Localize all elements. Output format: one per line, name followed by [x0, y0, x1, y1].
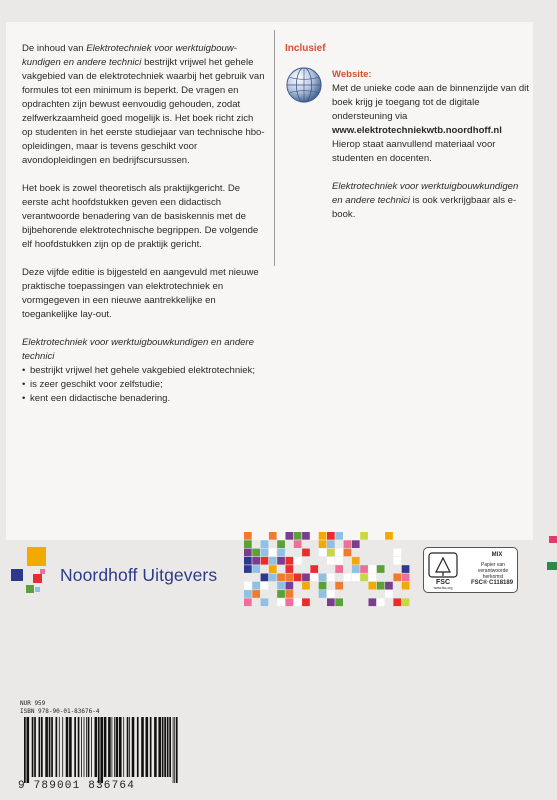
mosaic-tile	[352, 574, 360, 582]
barcode-bar	[146, 717, 149, 777]
mosaic-tile	[294, 574, 302, 582]
barcode-bar	[137, 717, 139, 777]
barcode-bar	[49, 717, 51, 777]
publisher-name: Noordhoff Uitgevers	[60, 565, 218, 585]
mosaic-tile	[385, 532, 393, 540]
mosaic-tile	[252, 590, 260, 598]
mosaic-tile	[393, 598, 401, 606]
mosaic-tile	[377, 565, 385, 573]
mosaic-tile	[319, 540, 327, 548]
mosaic-tile	[294, 557, 302, 565]
mosaic-tile	[335, 549, 343, 557]
fsc-claim: Papier van verantwoorde herkomst	[477, 562, 509, 580]
mosaic-tile	[261, 549, 269, 557]
mosaic-tile	[327, 540, 335, 548]
mosaic-tile	[335, 532, 343, 540]
barcode-bar	[141, 717, 144, 777]
fsc-mix: MIX	[491, 552, 503, 558]
mosaic-tile	[360, 532, 368, 540]
barcode-bar	[27, 717, 30, 783]
bullet-item: • is zeer geschikt voor zelfstudie;	[22, 378, 266, 392]
mosaic-tile	[344, 549, 352, 557]
intro-paragraph: De inhoud van Elektrotechniek voor werktuigbouwkundigen en andere technici bestrijkt vrijwel het gehele vakgebied van de elektrotechniek waarbij het gebruik van formules tot een minimum is beperkt. De vragen en opdrachten zijn bewust eenvoudig gehouden, zodat zelfwerkzaamheid goed mogelijk is. Het boek richt zich op studenten in het eerste studiejaar van technische hbo-opleidingen, maar is tevens geschikt voor avondopleidingen en bedrijfscursussen.	[22, 43, 265, 166]
mosaic-tile	[294, 540, 302, 548]
mosaic-tile	[319, 590, 327, 598]
mosaic-tile	[335, 582, 343, 590]
barcode-bar	[91, 717, 92, 777]
mosaic-tile	[310, 565, 318, 573]
barcode-bar	[56, 717, 58, 777]
mosaic-tile	[261, 598, 269, 606]
mosaic-tile	[244, 532, 252, 540]
mosaic-tile	[393, 574, 401, 582]
mosaic-tile	[385, 590, 393, 598]
barcode-bar	[34, 717, 36, 777]
mosaic-tile	[261, 540, 269, 548]
mosaic-tile	[269, 532, 277, 540]
mosaic-tile	[252, 565, 260, 573]
summary-bullets	[22, 364, 266, 406]
mosaic-tile	[369, 598, 377, 606]
ebook-note: Elektrotechniek voor werktuigbouwkundigen en andere technici is ook verkrijgbaar als e-book.	[332, 181, 519, 220]
barcode-bar	[174, 717, 175, 783]
mosaic-tile	[393, 549, 401, 557]
mosaic-tile	[261, 557, 269, 565]
barcode-bar	[104, 717, 107, 777]
barcode-bar	[132, 717, 135, 777]
mosaic-tile	[294, 532, 302, 540]
mosaic-tile	[327, 557, 335, 565]
website-title: Website:	[332, 69, 372, 80]
barcode-bar	[169, 717, 171, 777]
barcode-bar	[162, 717, 164, 777]
barcode-bar	[24, 717, 26, 783]
barcode-bar	[81, 717, 82, 777]
isbn-code: ISBN 978-90-01-83676-4	[20, 708, 100, 715]
barcode-bar	[62, 717, 63, 777]
mosaic-tile	[310, 574, 318, 582]
mosaic-tile	[327, 532, 335, 540]
mosaic-tile	[244, 582, 252, 590]
mosaic-tile	[344, 574, 352, 582]
mosaic-tile	[252, 582, 260, 590]
mosaic-tile	[319, 574, 327, 582]
mosaic-tile	[402, 574, 410, 582]
mosaic-tile	[277, 598, 285, 606]
mosaic-tile	[244, 540, 252, 548]
barcode-bar	[123, 717, 124, 777]
mosaic-tile	[244, 549, 252, 557]
mosaic-tile	[286, 582, 294, 590]
barcode-bar	[127, 717, 129, 777]
mosaic-tile	[277, 549, 285, 557]
barcode-bar	[116, 717, 119, 777]
barcode-bar	[119, 717, 122, 777]
mosaic-tile	[302, 582, 310, 590]
barcode-bar	[158, 717, 161, 777]
mosaic-tile	[302, 532, 310, 540]
mosaic-tile	[244, 557, 252, 565]
edition-paragraph: Deze vijfde editie is bijgesteld en aangevuld met nieuwe praktische toepassingen van elektrotechniek en vormgegeven in een nieuwe aantrekkelijke en toegankelijke lay-out.	[22, 267, 259, 320]
mosaic-tile	[252, 557, 260, 565]
bullet-item: • kent een didactische benadering.	[22, 392, 266, 406]
barcode-bar	[173, 717, 174, 783]
extras-column	[285, 42, 530, 222]
mosaic-tile	[393, 557, 401, 565]
barcode-bar	[129, 717, 130, 777]
inclusief-heading: Inclusief	[285, 43, 326, 54]
mosaic-tile	[369, 582, 377, 590]
barcode	[20, 717, 180, 783]
mosaic-tile	[244, 565, 252, 573]
description-column	[22, 42, 266, 406]
barcode-bar	[100, 717, 103, 783]
barcode-bar	[114, 717, 115, 777]
mosaic-tile	[277, 557, 285, 565]
barcode-digits: 9 789001 836764	[18, 780, 136, 792]
mosaic-tile	[319, 532, 327, 540]
barcode-bar	[41, 717, 43, 777]
barcode-bar	[59, 717, 60, 777]
barcode-bar	[74, 717, 76, 777]
bullet-item: • bestrijkt vrijwel het gehele vakgebied elektrotechniek;	[22, 364, 266, 378]
mosaic-tile	[327, 598, 335, 606]
mosaic-tile	[335, 565, 343, 573]
barcode-bar	[176, 717, 178, 783]
mosaic-tile	[269, 557, 277, 565]
barcode-bar	[154, 717, 157, 777]
barcode-bar	[66, 717, 69, 777]
mosaic-tile	[377, 582, 385, 590]
mosaic-tile	[269, 574, 277, 582]
website-url[interactable]: www.elektrotechniekwtb.noordhoff.nl	[332, 125, 502, 136]
barcode-bar	[95, 717, 98, 777]
mosaic-tile	[327, 590, 335, 598]
mosaic-tile	[252, 549, 260, 557]
mosaic-tile	[369, 565, 377, 573]
barcode-bar	[45, 717, 48, 777]
barcode-bar	[84, 717, 85, 777]
mosaic-tile	[377, 598, 385, 606]
mosaic-tile	[385, 582, 393, 590]
mosaic-tile	[402, 598, 410, 606]
globe-icon	[285, 66, 323, 104]
barcode-bar	[86, 717, 87, 777]
mosaic-tile	[277, 540, 285, 548]
mosaic-tile	[277, 574, 285, 582]
mosaic-tile	[294, 598, 302, 606]
barcode-bar	[112, 717, 113, 777]
mosaic-tile	[286, 574, 294, 582]
svg-text:www.fsc.org: www.fsc.org	[433, 586, 453, 590]
mosaic-tile	[277, 590, 285, 598]
website-text: Met de unieke code aan de binnenzijde van dit boek krijg je toegang tot de digitale ondersteuning via	[332, 83, 529, 122]
fsc-code: FSC® C118189	[470, 580, 514, 586]
fsc-tree-icon	[428, 552, 458, 590]
barcode-bar	[78, 717, 80, 777]
barcode-bar	[167, 717, 169, 777]
mosaic-tile	[261, 582, 269, 590]
summary-title: Elektrotechniek voor werktuigbouwkundigen en andere technici	[22, 337, 254, 362]
barcode-bar	[69, 717, 72, 777]
color-mosaic	[244, 528, 410, 608]
mosaic-tile	[286, 557, 294, 565]
mosaic-tile	[327, 549, 335, 557]
mosaic-tile	[269, 565, 277, 573]
mosaic-tile	[261, 574, 269, 582]
barcode-bar	[39, 717, 41, 777]
barcode-bar	[164, 717, 166, 777]
barcode-bar	[32, 717, 34, 777]
mosaic-tile	[244, 590, 252, 598]
column-divider	[274, 30, 275, 266]
mosaic-tile	[302, 598, 310, 606]
barcode-bar	[51, 717, 53, 777]
mosaic-tile	[344, 540, 352, 548]
mosaic-tile	[286, 590, 294, 598]
mosaic-tile	[277, 582, 285, 590]
mosaic-tile	[335, 557, 343, 565]
mosaic-tile	[360, 574, 368, 582]
mosaic-tile	[302, 549, 310, 557]
print-color-marks	[543, 536, 557, 576]
mosaic-tile	[402, 582, 410, 590]
mosaic-tile	[360, 565, 368, 573]
mosaic-tile	[352, 565, 360, 573]
mosaic-tile	[319, 549, 327, 557]
mosaic-tile	[286, 532, 294, 540]
mosaic-tile	[352, 540, 360, 548]
isbn-info	[20, 700, 99, 716]
mosaic-tile	[286, 565, 294, 573]
mosaic-tile	[327, 574, 335, 582]
mosaic-tile	[319, 582, 327, 590]
nur-code: NUR 959	[20, 700, 46, 707]
mosaic-tile	[369, 574, 377, 582]
mosaic-tile	[286, 598, 294, 606]
approach-paragraph: Het boek is zowel theoretisch als praktijkgericht. De eerste acht hoofdstukken geven een didactisch verantwoorde benadering van de basiskennis met de bijbehorende elektrotechnische begrippen. De volgende elf hoofdstukken zijn op de praktijk gericht.	[22, 183, 259, 250]
fsc-label	[423, 547, 518, 593]
mosaic-tile	[335, 598, 343, 606]
mosaic-tile	[269, 549, 277, 557]
svg-text:FSC: FSC	[436, 579, 450, 586]
barcode-bar	[150, 717, 152, 777]
mosaic-tile	[302, 574, 310, 582]
barcode-bar	[108, 717, 111, 777]
mosaic-tile	[352, 557, 360, 565]
barcode-bar	[98, 717, 100, 783]
mosaic-tile	[244, 598, 252, 606]
noordhoff-logo-icon	[11, 547, 56, 597]
mosaic-tile	[402, 565, 410, 573]
website-after: Hierop staat aanvullend materiaal voor studenten en docenten.	[332, 139, 496, 164]
barcode-bar	[88, 717, 90, 777]
